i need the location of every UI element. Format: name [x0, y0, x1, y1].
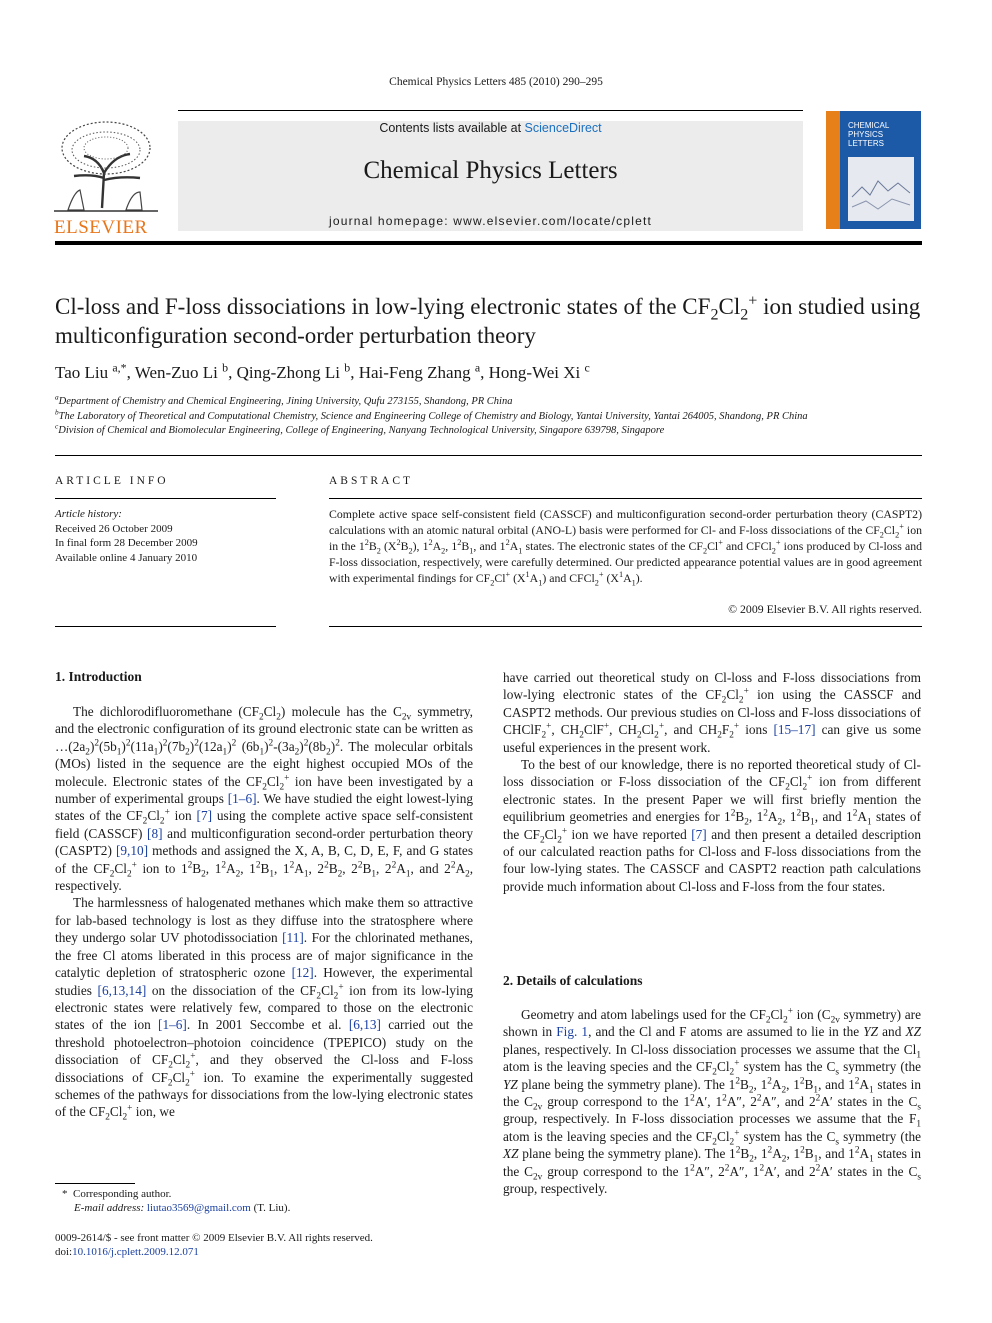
abstract-heading: ABSTRACT [329, 475, 414, 487]
email-link[interactable]: liutao3569@gmail.com [146, 1202, 251, 1214]
abstract-text: Complete active space self-consistent field (CASSCF) and multiconfiguration second-order perturbation theory (CASPT2) calculations with an atomic natural orbital (ANO-L) basis were performed for Cl- and F-loss dissociations of the $CF_2Cl_2^+$ ion in the $1^2B_2$ $(X^2B_2)$, $1^2A_2$, $1^2B_1$, and $1^2A_1$ states. The electronic states of the $CF_2Cl^+$ and CFCl$_2$+ ions produced by Cl-loss and F-loss dissociation, respectively, were carefully determined. Our predicted appearance potential values are in good agreement with experimental findings for $CF_2Cl^+$ $(X^1A_1)$ and CFCl$_2$+ $(X^1A_1)$. [329, 507, 923, 587]
article-title: Cl-loss and F-loss dissociations in low-lying electronic states of the $CF_2Cl_2^+$ ion studied using multiconfiguration second-order perturbation theory [55, 292, 921, 348]
corresponding-author-note: * Corresponding author. [62, 1188, 172, 1200]
elsevier-tree-icon [54, 118, 158, 214]
introduction-heading: 1. Introduction [55, 669, 142, 684]
cover-strip [826, 111, 840, 229]
history-label: Article history: [55, 508, 122, 520]
history-final: In final form 28 December 2009 [55, 537, 198, 549]
publisher-name: ELSEVIER [54, 217, 148, 238]
contents-prefix: Contents lists available at [379, 121, 525, 135]
introduction-text: The dichlorodifluoromethane $(CF_2Cl_2)$ molecule has the $C_{2v}$ symmetry, and the electronic configuration of its ground electronic state can be written as $\dots(2a_2)^2(5b_1)^2(11a_1)^2(7b_2)^2(12a_1)^2$ $(6b_1)^2-(3a_2)^2(8b_2)^2$. The molecular orbitals (MOs) listed in the sequence are the eight highest occupied MOs of the molecule. Electronic states of the $CF_2Cl_2^+$ ion have been investigated by a number of experimental groups [1–6]. We have studied the eight lowest-lying states of the $CF_2Cl_2^+$ ion [7] using the complete active space self-consistent field (CASSCF) [8] and multiconfiguration second-order perturbation theory (CASPT2) [9,10] methods and assigned the X, A, B, C, D, E, F, and G states of the $CF_2Cl_2^+$ ion to $1^2B_2$, $1^2A_2$, $1^2B_1$, $1^2A_1$, $2^2B_2$, $2^2B_1$, $2^2A_1$, and $2^2A_2$, respectively. The harmlessness of halogenated methanes which make them so attractive for lab-based technology is lost as they diffuse into the stratosphere where they undergo solar UV photodissociation [11]. For the chlorinated methanes, the free Cl atoms liberated in this process are of major significance in the catalytic depletion of stratospheric ozone [12]. However, the experimental studies [6,13,14] on the dissociation of the $CF_2Cl_2^+$ ion from its low-lying electronic states were relatively few, compared to those on the electronic states of the ion [1–6]. In 2001 Seccombe et al. [6,13] carried out the threshold photoelectron–photoion coincidence (TPEPICO) study on the dissociation of $CF_2Cl_2^+$, and they observed the Cl-loss and F-loss dissociations of $CF_2Cl_2^+$ ion. To examine the experimentally suggested schemes of the pathways for dissociations from the low-lying electronic states of the $CF_2Cl_2^+$ ion, we [55, 704, 474, 1123]
header-top-rule [178, 110, 803, 111]
article-info-bottom-rule [55, 626, 276, 627]
cover-figure [848, 157, 914, 221]
journal-cover [826, 111, 921, 229]
doi-link[interactable]: 10.1016/j.cplett.2009.12.071 [72, 1246, 199, 1258]
footnote-rule [55, 1183, 135, 1184]
cover-title: CHEMICAL PHYSICS LETTERS [848, 121, 890, 148]
contents-line [178, 121, 803, 135]
issn-line: 0009-2614/$ - see front matter © 2009 Elsevier B.V. All rights reserved. [55, 1232, 373, 1244]
author-list: Tao Liu $^{a,*}$, Wen-Zuo Li $^b$, Qing-Zhong Li $^b$, Hai-Feng Zhang $^a$, Hong-Wei Xi $^c$ [55, 360, 590, 382]
cover-graph-icon [848, 157, 914, 221]
details-heading: 2. Details of calculations [503, 973, 643, 988]
abstract-rule [329, 498, 922, 499]
history-online: Available online 4 January 2010 [55, 551, 198, 564]
article-info-rule [55, 498, 276, 499]
journal-title: Chemical Physics Letters [363, 157, 618, 184]
elsevier-logo [54, 118, 158, 236]
right-column-intro-text: have carried out theoretical study on Cl-loss and F-loss dissociations from low-lying electronic states of the $CF_2Cl_2^+$ ion using the CASSCF and CASPT2 methods. Our previous studies on Cl-loss and F-loss dissociations of CHClF$_2$+, $CH_2ClF^+$, $CH_2Cl_2^+$, and $CH_2F_2^+$ ions [15–17] can give us some useful experiences in the present work. To the best of our knowledge, there is no reported theoretical study of Cl-loss dissociation or F-loss dissociation of the $CF_2Cl_2^+$ ion from different electronic states. In the present Paper we will first briefly mention the equilibrium geometries and energies for $1^2B_2$, $1^2A_2$, $1^2B_1$, and $1^2A_1$ states of the $CF_2Cl_2^+$ ion we have reported [7] and then present a detailed description of our calculated reaction paths for Cl-loss and F-loss dissociations from the four low-lying states. The CASSCF and CASPT2 reaction path calculations provide much information about Cl-loss and F-loss from the four states. [503, 670, 922, 894]
email-note: E-mail address: liutao3569@gmail.com (T. Liu). [74, 1202, 291, 1214]
details-text: Geometry and atom labelings used for the $CF_2Cl_2^+$ ion ($C_{2v}$ symmetry) are shown in Fig. 1, and the Cl and F atoms are assumed to lie in the YZ and XZ planes, respectively. In Cl-loss dissociation processes we assume that the $Cl_1$ atom is the leaving species and the $CF_2Cl_2^+$ system has the $C_s$ symmetry (the YZ plane being the symmetry plane). The $1^2B_2$, $1^2A_2$, $1^2B_1$, and $1^2A_1$ states in the $C_{2v}$ group correspond to the $1^2A'$, $1^2A''$, $2^2A''$, and $2^2A'$ states in the $C_s$ group, respectively. In F-loss dissociation processes we assume that the $F_1$ atom is the leaving species and the $CF_2Cl_2^+$ system has the $C_s$ symmetry (the XZ plane being the symmetry plane). The $1^2B_2$, $1^2A_2$, $1^2B_1$, and $1^2A_1$ states in the $C_{2v}$ group correspond to the $1^2A''$, $2^2A''$, $1^2A'$, and $2^2A'$ states in the $C_s$ group, respectively. [503, 1006, 922, 1197]
affiliation-a: $^a$Department of Chemistry and Chemical Engineering, Jining University, Qufu 273155, Shandong, PR China [55, 392, 513, 407]
article-history [55, 507, 198, 565]
sciencedirect-link[interactable]: ScienceDirect [524, 121, 602, 135]
article-info-heading: ARTICLE INFO [55, 475, 169, 487]
affiliation-rule [55, 455, 922, 456]
header-bottom-rule [55, 241, 922, 245]
affiliation-b: $^b$The Laboratory of Theoretical and Computational Chemistry, Science and Engineering College of Chemistry and Biology, Yantai University, Yantai 264005, Shandong, PR China [55, 407, 808, 422]
history-received: Received 26 October 2009 [55, 522, 173, 535]
abstract-copyright: © 2009 Elsevier B.V. All rights reserved. [728, 602, 922, 616]
journal-reference: Chemical Physics Letters 485 (2010) 290–295 [389, 76, 603, 88]
abstract-bottom-rule [329, 626, 922, 627]
affiliation-c: $^c$Division of Chemical and Biomolecular Engineering, College of Engineering, Nanyang Technological University, Singapore 639798, Singapore [55, 421, 665, 436]
journal-homepage[interactable]: journal homepage: www.elsevier.com/locate/cplett [328, 214, 653, 228]
doi-line: doi:10.1016/j.cplett.2009.12.071 [55, 1246, 199, 1258]
